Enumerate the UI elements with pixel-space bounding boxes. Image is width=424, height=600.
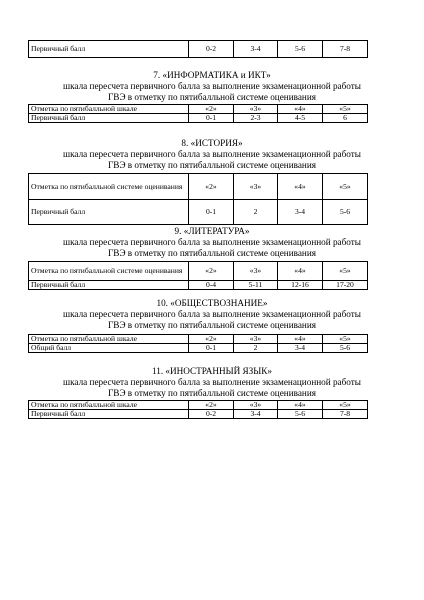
grade-header: «4» [278, 335, 323, 344]
row-label: Первичный балл [29, 281, 189, 290]
section-title: 9. «ЛИТЕРАТУРА» [174, 226, 250, 236]
grade-header: «4» [278, 401, 323, 410]
score-cell: 3-4 [234, 41, 278, 58]
grade-header: «2» [189, 262, 234, 281]
row-label: Общий балл [29, 344, 189, 353]
score-cell: 3-4 [234, 410, 278, 419]
grade-header: «4» [278, 262, 323, 281]
section-title: 7. «ИНФОРМАТИКА и ИКТ» [153, 70, 271, 80]
section-heading [30, 298, 394, 331]
score-cell: 5-6 [323, 200, 368, 225]
score-table-social-studies [28, 334, 368, 353]
grade-header: «2» [189, 335, 234, 344]
section-heading [30, 70, 394, 103]
grade-header: «5» [323, 262, 368, 281]
table-row [29, 410, 368, 419]
grade-header: «3» [234, 105, 278, 114]
score-table-literature [28, 261, 368, 290]
grade-header: «5» [323, 105, 368, 114]
score-cell: 2 [234, 200, 278, 225]
score-cell: 0-1 [189, 200, 234, 225]
header-label: Отметка по пятибалльной системе оценивания [29, 174, 189, 200]
table-row [29, 335, 368, 344]
grade-header: «2» [189, 401, 234, 410]
grade-header: «3» [234, 174, 278, 200]
grade-header: «5» [323, 401, 368, 410]
section-heading [30, 366, 394, 399]
score-cell: 12-16 [278, 281, 323, 290]
row-label: Первичный балл [29, 200, 189, 225]
header-label: Отметка по пятибалльной шкале [29, 105, 189, 114]
section-description: шкала пересчета первичного балла за выполнение экзаменационной работы ГВЭ в отметку по пятибалльной системе оценивания [63, 237, 361, 258]
table-row [29, 262, 368, 281]
section-title: 11. «ИНОСТРАННЫЙ ЯЗЫК» [151, 366, 273, 376]
section-heading [30, 226, 394, 259]
grade-header: «3» [234, 262, 278, 281]
score-cell: 3-4 [278, 200, 323, 225]
score-cell: 0-4 [189, 281, 234, 290]
grade-header: «3» [234, 401, 278, 410]
header-label: Отметка по пятибалльной шкале [29, 335, 189, 344]
table-row [29, 200, 368, 225]
section-description: шкала пересчета первичного балла за выполнение экзаменационной работы ГВЭ в отметку по пятибалльной системе оценивания [63, 377, 361, 398]
table-row [29, 114, 368, 123]
score-cell: 0-2 [189, 410, 234, 419]
table-row [29, 174, 368, 200]
section-description: шкала пересчета первичного балла за выполнение экзаменационной работы ГВЭ в отметку по пятибалльной системе оценивания [63, 81, 361, 102]
grade-header: «2» [189, 174, 234, 200]
section-description: шкала пересчета первичного балла за выполнение экзаменационной работы ГВЭ в отметку по пятибалльной системе оценивания [63, 149, 361, 170]
score-cell: 5-6 [278, 410, 323, 419]
score-cell: 7-8 [323, 410, 368, 419]
score-cell: 17-20 [323, 281, 368, 290]
grade-header: «5» [323, 335, 368, 344]
table-row [29, 281, 368, 290]
score-cell: 6 [323, 114, 368, 123]
score-cell: 5-6 [323, 344, 368, 353]
top-score-table [28, 40, 368, 58]
grade-header: «5» [323, 174, 368, 200]
section-heading [30, 138, 394, 171]
row-label: Первичный балл [29, 410, 189, 419]
score-cell: 0-2 [189, 41, 234, 58]
table-row [29, 401, 368, 410]
score-cell: 3-4 [278, 344, 323, 353]
section-description: шкала пересчета первичного балла за выполнение экзаменационной работы ГВЭ в отметку по пятибалльной системе оценивания [63, 309, 361, 330]
table-row [29, 41, 368, 58]
grade-header: «4» [278, 105, 323, 114]
score-cell: 0-1 [189, 344, 234, 353]
table-row [29, 105, 368, 114]
score-cell: 0-1 [189, 114, 234, 123]
score-table-informatics [28, 104, 368, 123]
row-label: Первичный балл [29, 41, 189, 58]
score-table-history [28, 173, 368, 225]
header-label: Отметка по пятибалльной системе оценивания [29, 262, 189, 281]
table-row [29, 344, 368, 353]
score-cell: 2-3 [234, 114, 278, 123]
grade-header: «4» [278, 174, 323, 200]
score-cell: 2 [234, 344, 278, 353]
section-title: 8. «ИСТОРИЯ» [181, 138, 243, 148]
score-cell: 4-5 [278, 114, 323, 123]
score-table-foreign-language [28, 400, 368, 419]
header-label: Отметка по пятибалльной шкале [29, 401, 189, 410]
score-cell: 7-8 [323, 41, 368, 58]
row-label: Первичный балл [29, 114, 189, 123]
grade-header: «3» [234, 335, 278, 344]
score-cell: 5-6 [278, 41, 323, 58]
grade-header: «2» [189, 105, 234, 114]
section-title: 10. «ОБЩЕСТВОЗНАНИЕ» [156, 298, 268, 308]
score-cell: 5-11 [234, 281, 278, 290]
